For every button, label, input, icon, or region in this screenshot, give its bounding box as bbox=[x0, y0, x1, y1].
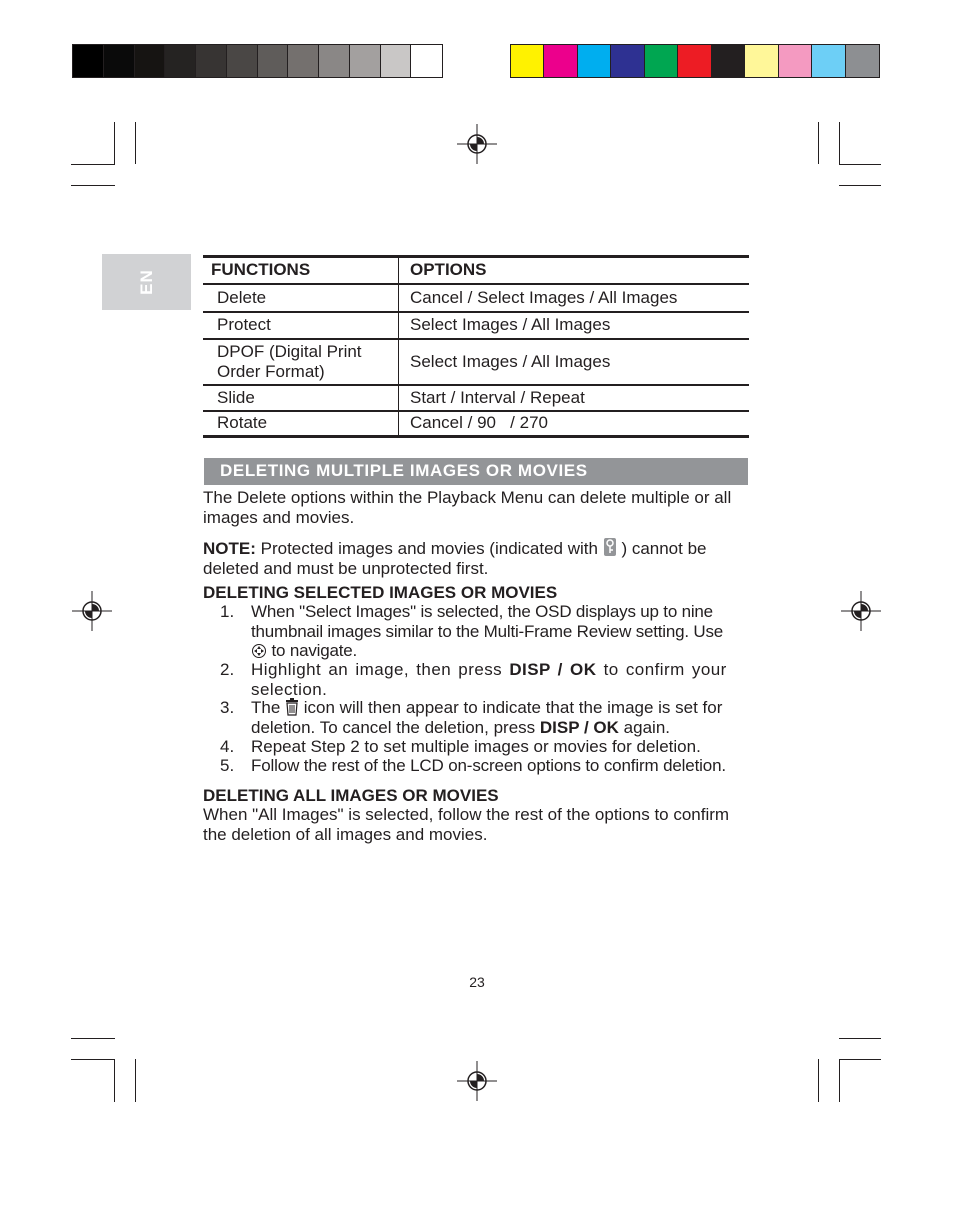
crop-mark bbox=[839, 164, 881, 165]
table-row bbox=[203, 284, 749, 312]
registration-mark-icon bbox=[457, 124, 497, 164]
gray-swatch bbox=[319, 45, 350, 77]
step-text: Follow the rest of the LCD on-screen options to confirm deletion. bbox=[251, 756, 726, 775]
grayscale-color-bar bbox=[72, 44, 443, 78]
color-swatch bbox=[645, 45, 678, 77]
all-paragraph: When "All Images" is selected, follow the rest of the options to confirm the deletion of all images and movies. bbox=[203, 805, 730, 844]
table-cell-function: Delete bbox=[203, 284, 399, 312]
selected-heading: DELETING SELECTED IMAGES OR MOVIES bbox=[203, 583, 558, 602]
color-swatch bbox=[511, 45, 544, 77]
step-text: Repeat Step 2 to set multiple images or movies for deletion. bbox=[251, 737, 701, 756]
gray-swatch bbox=[227, 45, 258, 77]
all-heading: DELETING ALL IMAGES OR MOVIES bbox=[203, 786, 499, 805]
crop-mark bbox=[71, 164, 115, 165]
list-item bbox=[203, 660, 749, 698]
note-label: NOTE: bbox=[203, 539, 256, 558]
gray-swatch bbox=[258, 45, 289, 77]
color-swatch bbox=[812, 45, 845, 77]
crop-mark bbox=[818, 1059, 819, 1102]
table-cell-function: DPOF (Digital Print Order Format) bbox=[203, 339, 399, 385]
note-paragraph bbox=[203, 537, 749, 578]
crop-mark bbox=[71, 185, 115, 186]
table-row bbox=[203, 411, 749, 437]
gray-swatch bbox=[350, 45, 381, 77]
step-text bbox=[251, 660, 749, 699]
trash-icon bbox=[285, 698, 299, 716]
navigation-dpad-icon bbox=[251, 643, 267, 659]
table-cell-function: Protect bbox=[203, 312, 399, 339]
section-title: DELETING MULTIPLE IMAGES OR MOVIES bbox=[220, 461, 588, 480]
gray-swatch bbox=[135, 45, 166, 77]
color-swatch bbox=[745, 45, 778, 77]
color-swatch bbox=[578, 45, 611, 77]
table-cell-options: Start / Interval / Repeat bbox=[410, 387, 585, 407]
step-number: 5. bbox=[220, 756, 235, 775]
crop-mark bbox=[135, 1059, 136, 1102]
step-number: 1. bbox=[220, 602, 235, 621]
list-item bbox=[203, 602, 749, 660]
step-number: 2. bbox=[220, 660, 235, 679]
crop-mark bbox=[71, 1059, 115, 1060]
crop-mark bbox=[114, 122, 115, 164]
crop-mark bbox=[839, 122, 840, 164]
intro-paragraph: The Delete options within the Playback Menu can delete multiple or all images and movies. bbox=[203, 488, 732, 527]
gray-swatch bbox=[381, 45, 412, 77]
note-text-1: Protected images and movies (indicated with bbox=[260, 539, 598, 558]
functions-table bbox=[203, 255, 749, 438]
step-text-part: The bbox=[251, 698, 281, 717]
table-cell-function: Slide bbox=[203, 385, 399, 411]
list-item bbox=[203, 737, 749, 757]
step-number: 4. bbox=[220, 737, 235, 756]
crop-mark bbox=[114, 1059, 115, 1102]
step-text bbox=[251, 698, 749, 737]
step-text bbox=[251, 602, 749, 661]
step-text-part: again. bbox=[623, 717, 670, 737]
gray-swatch bbox=[411, 45, 442, 77]
list-item bbox=[203, 756, 749, 776]
color-swatch bbox=[678, 45, 711, 77]
table-cell-options: Cancel / Select Images / All Images bbox=[410, 287, 678, 307]
crop-mark bbox=[839, 1038, 881, 1039]
table-cell-options: Select Images / All Images bbox=[410, 351, 611, 371]
step-text-part: icon will then appear to indicate that the image is set for deletion. To cancel the deletion, press bbox=[251, 698, 723, 737]
table-row bbox=[203, 312, 749, 339]
table-cell-options: Select Images / All Images bbox=[410, 315, 611, 334]
color-swatch bbox=[712, 45, 745, 77]
step-text-part: to navigate. bbox=[271, 641, 358, 660]
color-swatch bbox=[846, 45, 879, 77]
gray-swatch bbox=[165, 45, 196, 77]
crop-mark bbox=[839, 185, 881, 186]
color-swatch bbox=[779, 45, 812, 77]
language-tab bbox=[102, 254, 191, 310]
crop-mark bbox=[71, 1038, 115, 1039]
registration-mark-icon bbox=[457, 1061, 497, 1101]
crop-mark bbox=[839, 1059, 840, 1102]
crop-mark bbox=[135, 122, 136, 164]
table-header-options: OPTIONS bbox=[410, 260, 487, 280]
process-color-bar bbox=[510, 44, 880, 78]
crop-mark bbox=[818, 122, 819, 164]
table-row bbox=[203, 339, 749, 385]
step-text-part: When "Select Images" is selected, the OSD displays up to nine thumbnail images similar to the Multi-Frame Review setting. Use bbox=[251, 602, 724, 641]
step-text-part: Highlight an image, then press bbox=[251, 660, 503, 679]
table-header-functions: FUNCTIONS bbox=[203, 257, 399, 284]
table-cell-options: Cancel / 90 / 270 bbox=[410, 413, 548, 433]
section-title-band bbox=[204, 458, 748, 485]
color-swatch bbox=[544, 45, 577, 77]
protect-key-icon bbox=[603, 537, 617, 557]
registration-mark-icon bbox=[72, 591, 112, 631]
list-item bbox=[203, 698, 749, 736]
disp-ok-key-label: DISP / OK bbox=[539, 717, 619, 737]
note-text-2: ) cannot be deleted and must be unprotected first. bbox=[203, 539, 707, 578]
gray-swatch bbox=[104, 45, 135, 77]
gray-swatch bbox=[73, 45, 104, 77]
table-cell-function: Rotate bbox=[203, 411, 399, 437]
language-tab-label: EN bbox=[136, 269, 156, 295]
registration-mark-icon bbox=[841, 591, 881, 631]
crop-mark bbox=[839, 1059, 881, 1060]
step-number: 3. bbox=[220, 698, 235, 717]
gray-swatch bbox=[288, 45, 319, 77]
disp-ok-key-label: DISP / OK bbox=[509, 660, 597, 679]
table-header-row bbox=[203, 257, 749, 284]
table-row bbox=[203, 385, 749, 411]
step-text-part: to confirm your selection. bbox=[251, 660, 727, 699]
page-number: 23 bbox=[469, 974, 485, 990]
color-swatch bbox=[611, 45, 644, 77]
gray-swatch bbox=[196, 45, 227, 77]
